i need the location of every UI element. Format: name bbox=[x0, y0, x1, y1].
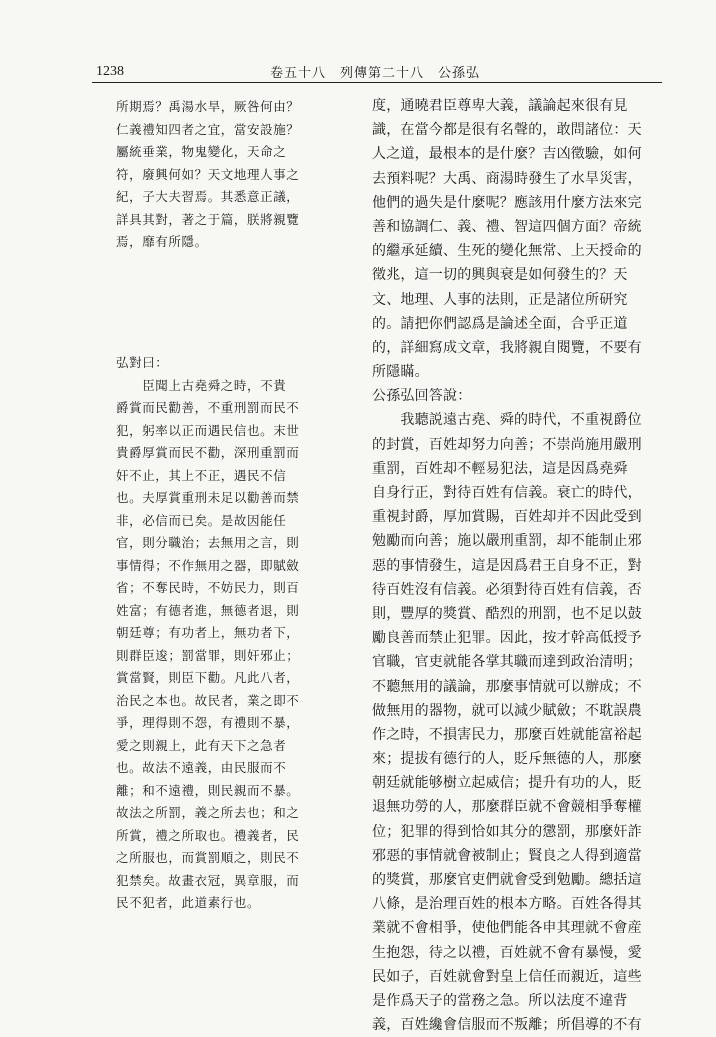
text-line: 民如子，百姓就會對皇上信任而親近，這些 bbox=[372, 968, 642, 985]
text-line: 重罰，百姓却不輕易犯法，這是因爲堯舜 bbox=[372, 460, 628, 477]
text-line: 我聽説遠古堯、舜的時代，不重視爵位 bbox=[372, 412, 642, 429]
text-line: 愛之則親上，此有天下之急者 bbox=[116, 737, 287, 753]
text-line: 的繼承延續、生死的變化無常、上天授命的 bbox=[372, 243, 642, 260]
text-line: 度，通曉君臣尊卑大義，議論起來很有見 bbox=[372, 98, 628, 114]
text-line: 官，則分職治；去無用之言，則 bbox=[116, 535, 300, 550]
text-line: 來；提拔有德行的人，貶斥無德的人，那麼 bbox=[372, 751, 642, 768]
text-line: 退無功勞的人，那麼群臣就不會競相爭奪權 bbox=[372, 799, 642, 816]
text-line: 文、地理、人事的法則，正是諸位所研究 bbox=[372, 291, 628, 308]
header-rule bbox=[92, 82, 662, 83]
reply-text bbox=[116, 352, 326, 915]
text-line: 的獎賞，那麼官吏們就會受到勉勵。總括這 bbox=[372, 872, 642, 888]
text-line: 姓富；有德者進，無德者退，則 bbox=[116, 602, 300, 618]
reply-label: 弘對曰： bbox=[116, 355, 169, 370]
text-line: 所隱瞞。 bbox=[372, 364, 429, 381]
text-line: 犯，躬率以正而遇民信也。末世 bbox=[116, 422, 300, 438]
text-line: 人之道，最根本的是什麼？吉凶徵驗，如何 bbox=[372, 146, 642, 163]
text-line: 惡的事情發生，這是因爲君王自身不正，對 bbox=[372, 557, 642, 574]
text-line: 的。請把你們認爲是論述全面，合乎正道 bbox=[372, 315, 628, 332]
text-line: 勉勵而向善；施以嚴刑重罰，却不能制止邪 bbox=[372, 533, 642, 550]
text-line: 貴爵厚賞而民不勸，深刑重罰而 bbox=[116, 445, 300, 460]
text-line: 的，詳細寫成文章，我將親自閱覽，不要有 bbox=[372, 339, 642, 356]
text-line: 奸不止，其上不正，遇民不信 bbox=[116, 467, 287, 483]
text-line: 生抱怨，待之以禮，百姓就不會有暴慢，愛 bbox=[372, 944, 642, 961]
text-line: 所期焉？禹湯水旱，厥咎何由？ bbox=[116, 99, 300, 114]
text-line: 非，必信而已矣。是故因能任 bbox=[116, 512, 287, 528]
text-line: 符，廢興何如？天文地理人事之 bbox=[116, 166, 300, 182]
text-line: 也。夫厚賞重刑未足以勸善而禁 bbox=[116, 490, 300, 505]
text-line: 徵兆，這一切的興與衰是如何發生的？天 bbox=[372, 267, 628, 284]
text-line: 做無用的器物，就可以減少賦斂；不耽誤農 bbox=[372, 702, 642, 719]
text-line: 臣聞上古堯舜之時，不貴 bbox=[116, 377, 287, 393]
text-line: 朝廷尊；有功者上，無功者下， bbox=[116, 625, 300, 640]
page-header bbox=[92, 52, 662, 82]
text-line: 待百姓沒有信義。必須對待百姓有信義，否 bbox=[372, 581, 642, 598]
text-line: 善和協調仁、義、禮、智這四個方面？帝統 bbox=[372, 218, 642, 235]
text-line: 爭，理得則不怨，有禮則不暴， bbox=[116, 715, 300, 730]
text-line: 民不犯者，此道素行也。 bbox=[116, 895, 261, 910]
text-line: 故法之所罰，義之所去也；和之 bbox=[116, 805, 300, 820]
text-line: 治民之本也。故民者，業之即不 bbox=[116, 692, 300, 708]
text-line: 焉，靡有所隱。 bbox=[116, 234, 208, 249]
text-line: 事情得；不作無用之器，即賦斂 bbox=[116, 557, 300, 573]
text-line: 重視封爵，厚加賞賜，百姓却并不因此受到 bbox=[372, 509, 642, 526]
text-line: 他們的過失是什麼呢？應該用什麼方法來完 bbox=[372, 194, 642, 211]
text-line: 邪惡的事情就會被制止；賢良之人得到適當 bbox=[372, 847, 642, 864]
text-line: 則群臣逡；罰當罪，則奸邪止； bbox=[116, 647, 300, 663]
text-line: 位；犯罪的得到恰如其分的懲罰，那麼奸詐 bbox=[372, 823, 642, 840]
edict-text bbox=[116, 96, 326, 254]
text-line: 離；和不遠禮，則民親而不暴。 bbox=[116, 782, 300, 798]
text-line: 賞當賢，則臣下勸。凡此八者， bbox=[116, 670, 300, 685]
text-line: 作之時，不損害民力，那麼百姓就能富裕起 bbox=[372, 726, 642, 743]
text-line: 不聽無用的議論，那麼事情就可以辦成；不 bbox=[372, 678, 642, 695]
text-line: 去預料呢？大禹、商湯時發生了水旱災害， bbox=[372, 170, 642, 187]
running-title: 卷五十八 列傳第二十八 公孫弘 bbox=[270, 66, 481, 81]
text-line: 屬統垂業，物鬼變化，天命之 bbox=[116, 144, 287, 159]
text-line: 仁義禮知四者之宜，當安設施？ bbox=[116, 121, 300, 137]
text-line: 省；不奪民時，不妨民力，則百 bbox=[116, 580, 300, 595]
text-line: 自身行正，對待百姓有信義。衰亡的時代， bbox=[372, 485, 642, 501]
text-line: 八條，是治理百姓的根本方略。百姓各得其 bbox=[372, 896, 642, 913]
text-line: 的封賞，百姓却努力向善；不崇尚施用嚴刑 bbox=[372, 436, 642, 453]
text-line: 也。故法不遠義，由民服而不 bbox=[116, 760, 287, 775]
text-line: 勵良善而禁止犯罪。因此，按才幹高低授予 bbox=[372, 630, 642, 647]
text-line: 則，豐厚的獎賞、酷烈的刑罰，也不足以鼓 bbox=[372, 605, 642, 622]
text-line: 義，百姓纔會信服而不叛離；所倡導的不有 bbox=[372, 1017, 642, 1034]
text-line: 官職，官吏就能各掌其職而達到政治清明； bbox=[372, 654, 642, 671]
text-line: 所賞，禮之所取也。禮義者，民 bbox=[116, 827, 300, 843]
text-line: 爵賞而民勸善，不重刑罰而民不 bbox=[116, 400, 300, 415]
text-line: 犯禁矣。故畫衣冠，異章服，而 bbox=[116, 872, 300, 888]
text-line: 是作爲天子的當務之急。所以法度不違背 bbox=[372, 992, 628, 1009]
text-line: 業就不會相爭，使他們能各申其理就不會産 bbox=[372, 920, 642, 937]
text-line: 之所服也，而賞罰順之，則民不 bbox=[116, 850, 300, 865]
page-number: 1238 bbox=[96, 64, 124, 79]
text-line: 詳具其對，著之于篇，朕將親覽 bbox=[116, 211, 300, 227]
text-line: 朝廷就能够樹立起威信；提升有功的人，貶 bbox=[372, 775, 642, 792]
translation-text bbox=[372, 94, 668, 1037]
text-line: 公孫弘回答說： bbox=[372, 388, 472, 405]
text-line: 識，在當今都是很有名聲的，敢問諸位：天 bbox=[372, 122, 642, 139]
text-line: 紀，子大夫習焉。其悉意正議， bbox=[116, 189, 300, 204]
